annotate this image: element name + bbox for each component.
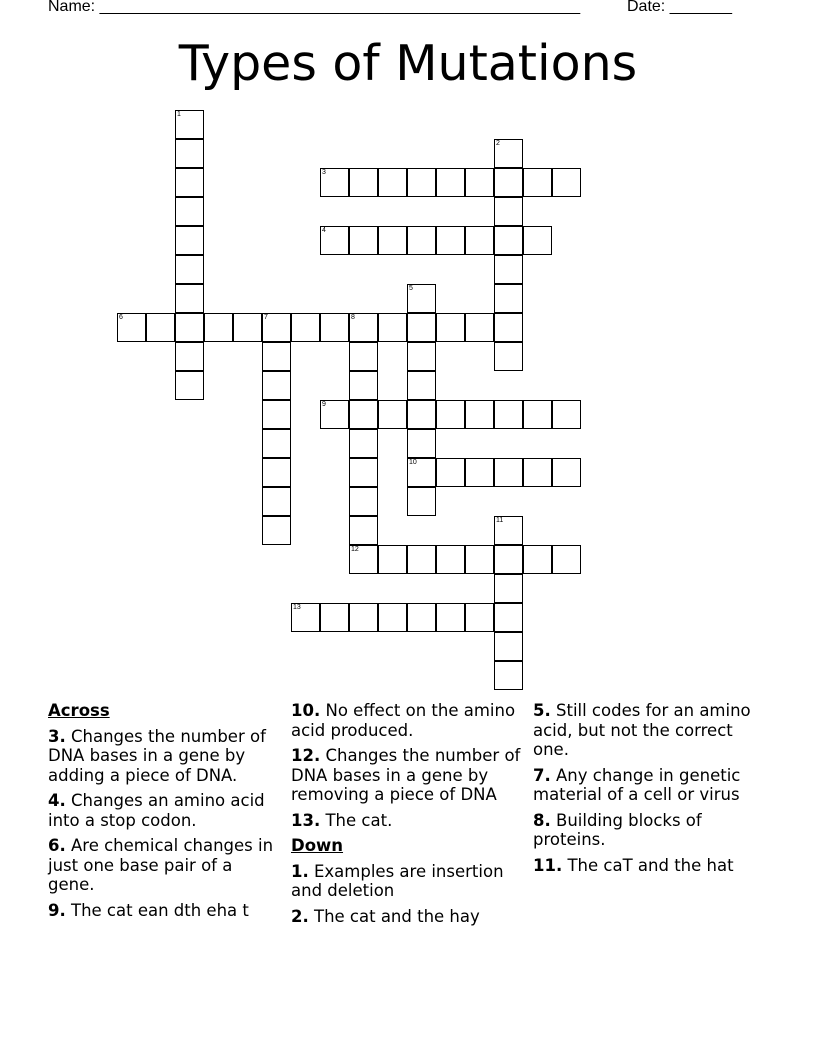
- page-title: Types of Mutations: [178, 35, 638, 92]
- grid-cell[interactable]: [291, 313, 320, 342]
- clue-text: Examples are insertion and deletion: [291, 861, 504, 900]
- grid-cell[interactable]: [494, 603, 523, 632]
- grid-cell[interactable]: [436, 400, 465, 429]
- grid-cell[interactable]: [465, 545, 494, 574]
- grid-cell[interactable]: [436, 226, 465, 255]
- grid-cell[interactable]: [436, 545, 465, 574]
- date-field[interactable]: Date: _______: [627, 0, 732, 15]
- grid-cell[interactable]: [262, 342, 291, 371]
- grid-cell[interactable]: [465, 458, 494, 487]
- clue-item: [533, 856, 768, 876]
- grid-cell[interactable]: [146, 313, 175, 342]
- cell-number: 9: [322, 401, 326, 408]
- grid-cell[interactable]: [523, 545, 552, 574]
- grid-cell[interactable]: [552, 458, 581, 487]
- grid-cell[interactable]: [349, 400, 378, 429]
- cell-number: 5: [409, 285, 413, 292]
- grid-cell[interactable]: [494, 139, 523, 168]
- clue-column-1: [48, 701, 283, 926]
- clue-text: Changes the number of DNA bases in a gene by adding a piece of DNA.: [48, 726, 266, 785]
- clue-number: 10.: [291, 701, 321, 720]
- clue-text: Are chemical changes in just one base pair of a gene.: [48, 836, 274, 894]
- grid-cell[interactable]: [494, 400, 523, 429]
- clue-text: The cat ean dth eha t: [65, 900, 249, 920]
- grid-cell[interactable]: [552, 545, 581, 574]
- grid-cell[interactable]: [407, 313, 436, 342]
- grid-cell[interactable]: [175, 284, 204, 313]
- grid-cell[interactable]: [494, 545, 523, 574]
- grid-cell[interactable]: [291, 603, 320, 632]
- grid-cell[interactable]: [175, 255, 204, 284]
- grid-cell[interactable]: [349, 516, 378, 545]
- grid-cell[interactable]: [407, 545, 436, 574]
- clue-column-3: [533, 701, 768, 881]
- clue-item: [291, 701, 526, 740]
- grid-cell[interactable]: [494, 284, 523, 313]
- clue-column-2: [291, 701, 526, 932]
- cell-number: 12: [351, 546, 359, 553]
- grid-cell[interactable]: [494, 226, 523, 255]
- grid-cell[interactable]: [175, 342, 204, 371]
- grid-cell[interactable]: [262, 487, 291, 516]
- grid-cell[interactable]: [378, 400, 407, 429]
- clue-item: [48, 836, 283, 895]
- grid-cell[interactable]: [494, 197, 523, 226]
- clue-text: No effect on the amino acid produced.: [291, 701, 516, 740]
- cell-number: 13: [293, 604, 301, 611]
- grid-cell[interactable]: [175, 139, 204, 168]
- clue-number: 5.: [533, 701, 551, 720]
- grid-cell[interactable]: [378, 313, 407, 342]
- name-field[interactable]: Name: ______________________________________________________: [48, 0, 581, 15]
- cell-number: 8: [351, 314, 355, 321]
- clue-number: 13.: [291, 810, 321, 830]
- grid-cell[interactable]: [436, 168, 465, 197]
- grid-cell[interactable]: [465, 168, 494, 197]
- clue-item: [533, 701, 768, 760]
- clue-text: Still codes for an amino acid, but not the correct one.: [533, 701, 751, 759]
- grid-cell[interactable]: [494, 458, 523, 487]
- grid-cell[interactable]: [523, 168, 552, 197]
- clue-item: [533, 766, 768, 805]
- grid-cell[interactable]: [233, 313, 262, 342]
- clue-item: [291, 907, 526, 927]
- cell-number: 1: [177, 111, 181, 118]
- clue-text: Building blocks of proteins.: [533, 810, 702, 849]
- clue-text: Any change in genetic material of a cell or virus: [533, 765, 741, 804]
- grid-cell[interactable]: [494, 661, 523, 690]
- grid-cell[interactable]: [175, 371, 204, 400]
- cell-number: 7: [264, 314, 268, 321]
- grid-cell[interactable]: [262, 371, 291, 400]
- grid-cell[interactable]: [349, 458, 378, 487]
- grid-cell[interactable]: [262, 516, 291, 545]
- grid-cell[interactable]: [494, 342, 523, 371]
- grid-cell[interactable]: [523, 400, 552, 429]
- grid-cell[interactable]: [320, 603, 349, 632]
- grid-cell[interactable]: [378, 545, 407, 574]
- grid-cell[interactable]: [407, 458, 436, 487]
- clue-number: 9.: [48, 900, 66, 920]
- clue-number: 2.: [291, 906, 309, 926]
- cell-number: 10: [409, 459, 417, 466]
- clue-number: 7.: [533, 765, 551, 785]
- grid-cell[interactable]: [349, 371, 378, 400]
- clue-item: [48, 901, 283, 921]
- grid-cell[interactable]: [117, 313, 146, 342]
- clue-item: [291, 811, 526, 831]
- grid-cell[interactable]: [262, 429, 291, 458]
- clue-item: [533, 811, 768, 850]
- grid-cell[interactable]: [378, 168, 407, 197]
- clue-number: 11.: [533, 855, 563, 875]
- grid-cell[interactable]: [378, 603, 407, 632]
- grid-cell[interactable]: [349, 487, 378, 516]
- grid-cell[interactable]: [407, 429, 436, 458]
- cell-number: 4: [322, 227, 326, 234]
- clue-item: [48, 727, 283, 786]
- grid-cell[interactable]: [494, 574, 523, 603]
- across-heading: Across: [48, 701, 110, 720]
- clue-number: 8.: [533, 810, 551, 830]
- grid-cell[interactable]: [407, 400, 436, 429]
- grid-cell[interactable]: [349, 342, 378, 371]
- grid-cell[interactable]: [552, 400, 581, 429]
- clue-text: The caT and the hat: [562, 855, 734, 875]
- grid-cell[interactable]: [262, 458, 291, 487]
- clue-item: [291, 862, 526, 901]
- grid-cell[interactable]: [407, 603, 436, 632]
- grid-cell[interactable]: [436, 313, 465, 342]
- grid-cell[interactable]: [320, 226, 349, 255]
- grid-cell[interactable]: [494, 516, 523, 545]
- clue-item: [291, 746, 526, 805]
- clue-item: [48, 791, 283, 830]
- grid-cell[interactable]: [175, 168, 204, 197]
- grid-cell[interactable]: [349, 429, 378, 458]
- clue-text: The cat.: [320, 810, 393, 830]
- grid-cell[interactable]: [320, 168, 349, 197]
- grid-cell[interactable]: [465, 400, 494, 429]
- grid-cell[interactable]: [465, 603, 494, 632]
- clue-number: 4.: [48, 791, 66, 810]
- grid-cell[interactable]: [552, 168, 581, 197]
- grid-cell[interactable]: [320, 400, 349, 429]
- cell-number: 2: [496, 140, 500, 147]
- grid-cell[interactable]: [407, 226, 436, 255]
- grid-cell[interactable]: [523, 458, 552, 487]
- grid-cell[interactable]: [262, 313, 291, 342]
- clue-number: 1.: [291, 861, 309, 881]
- grid-cell[interactable]: [465, 313, 494, 342]
- cell-number: 3: [322, 169, 326, 176]
- grid-cell[interactable]: [407, 371, 436, 400]
- grid-cell[interactable]: [407, 168, 436, 197]
- clue-text: Changes an amino acid into a stop codon.: [48, 791, 265, 830]
- grid-cell[interactable]: [175, 110, 204, 139]
- grid-cell[interactable]: [407, 487, 436, 516]
- cell-number: 11: [496, 517, 504, 524]
- grid-cell[interactable]: [407, 342, 436, 371]
- grid-cell[interactable]: [436, 603, 465, 632]
- grid-cell[interactable]: [349, 603, 378, 632]
- grid-cell[interactable]: [175, 197, 204, 226]
- clue-text: Changes the number of DNA bases in a gene by removing a piece of DNA: [291, 746, 521, 804]
- grid-cell[interactable]: [320, 313, 349, 342]
- grid-cell[interactable]: [494, 632, 523, 661]
- grid-cell[interactable]: [378, 226, 407, 255]
- clue-number: 3.: [48, 726, 66, 746]
- grid-cell[interactable]: [175, 226, 204, 255]
- down-heading: Down: [291, 836, 344, 855]
- grid-cell[interactable]: [523, 226, 552, 255]
- grid-cell[interactable]: [494, 313, 523, 342]
- clue-text: The cat and the hay: [308, 906, 480, 926]
- grid-cell[interactable]: [175, 313, 204, 342]
- grid-cell[interactable]: [204, 313, 233, 342]
- grid-cell[interactable]: [407, 284, 436, 313]
- grid-cell[interactable]: [349, 545, 378, 574]
- grid-cell[interactable]: [349, 313, 378, 342]
- clue-number: 6.: [48, 836, 66, 855]
- grid-cell[interactable]: [349, 226, 378, 255]
- grid-cell[interactable]: [465, 226, 494, 255]
- grid-cell[interactable]: [262, 400, 291, 429]
- grid-cell[interactable]: [494, 255, 523, 284]
- cell-number: 6: [119, 314, 123, 321]
- grid-cell[interactable]: [436, 458, 465, 487]
- grid-cell[interactable]: [349, 168, 378, 197]
- clue-number: 12.: [291, 746, 321, 765]
- grid-cell[interactable]: [494, 168, 523, 197]
